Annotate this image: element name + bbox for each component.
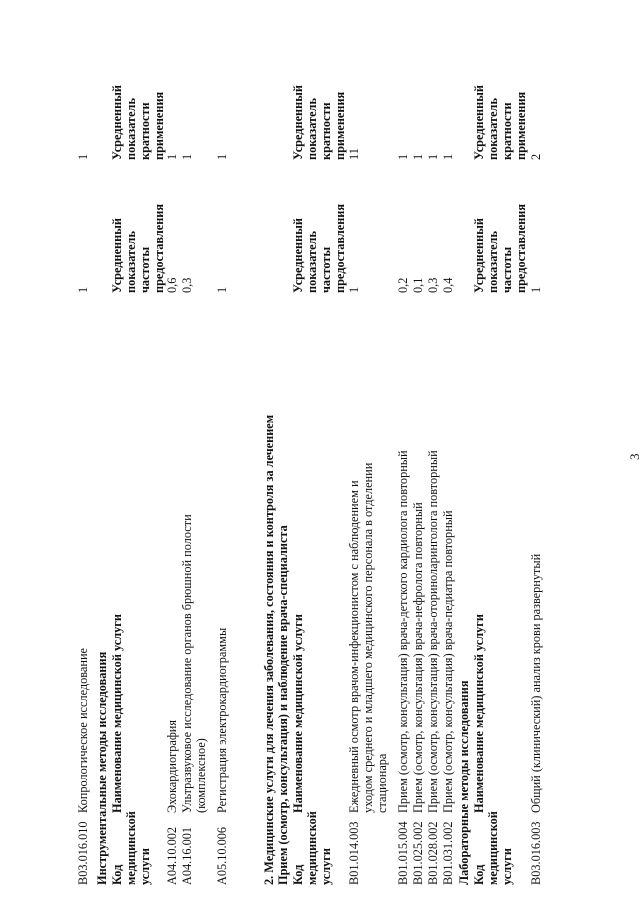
row-frequency: 0,6 <box>165 277 179 293</box>
row-code: B03.016.003 <box>529 821 543 885</box>
row-name: Ежедневный осмотр врачом-инфекционистом с наблюдением и уходом среднего и младшего медицинского персонала в отделении стационара <box>347 462 389 813</box>
row-code: B01.015.004 <box>396 821 410 885</box>
row-multiplicity: 1 <box>215 153 229 160</box>
row-multiplicity: 1 <box>76 153 90 160</box>
row-name: Регистрация электрокардиограммы <box>215 627 229 813</box>
row-multiplicity: 1 <box>426 153 440 160</box>
header-frequency: Усредненный показатель частоты предоставления <box>291 203 347 293</box>
row-multiplicity: 2 <box>529 153 543 160</box>
subsection-title-consultation: Прием (осмотр, консультация) и наблюдение врача-специалиста <box>276 525 290 885</box>
row-code: B01.028.002 <box>426 821 440 885</box>
row-multiplicity: 1 <box>180 153 194 160</box>
header-name: Наименование медицинской услуги <box>291 614 305 813</box>
row-frequency: 1 <box>215 286 229 293</box>
row-code: A05.10.006 <box>215 826 229 885</box>
row-code: B03.016.010 <box>76 821 90 885</box>
page-number: 3 <box>627 453 642 460</box>
header-frequency: Усредненный показатель частоты предоставления <box>110 203 166 293</box>
header-multiplicity: Усредненный показатель кратности применения <box>110 85 166 160</box>
row-name: Эхокардиография <box>165 719 179 813</box>
row-multiplicity: 1 <box>441 153 455 160</box>
row-name: Прием (осмотр, консультация) врача-нефролога повторный <box>411 502 425 813</box>
header-multiplicity: Усредненный показатель кратности применения <box>472 85 528 160</box>
row-code: B01.014.003 <box>347 821 361 885</box>
row-multiplicity: 1 <box>411 153 425 160</box>
row-name: Прием (осмотр, консультация) врача-детского кардиолога повторный <box>396 450 410 813</box>
header-multiplicity: Усредненный показатель кратности применения <box>291 85 347 160</box>
section-title-treatment: 2. Медицинские услуги для лечения заболевания, состояния и контроля за лечением <box>262 414 276 885</box>
row-name: Прием (осмотр, консультация) врача-педиатра повторный <box>441 510 455 813</box>
row-code: B01.031.002 <box>441 821 455 885</box>
row-code: B01.025.002 <box>411 821 425 885</box>
row-name: Ультразвуковое исследование органов брюшной полости (комплексное) <box>180 514 208 813</box>
header-name: Наименование медицинской услуги <box>472 614 486 813</box>
header-frequency: Усредненный показатель частоты предоставления <box>472 203 528 293</box>
row-frequency: 0,3 <box>426 277 440 293</box>
header-code: Код медицинской услуги <box>472 811 514 885</box>
row-multiplicity: 1 <box>165 153 179 160</box>
section-title-instrumental: Инструментальные методы исследования <box>95 651 109 885</box>
row-frequency: 1 <box>347 286 361 293</box>
row-frequency: 0,4 <box>441 277 455 293</box>
rotated-table <box>40 0 642 905</box>
row-multiplicity: 1 <box>396 153 410 160</box>
header-code: Код медицинской услуги <box>110 811 152 885</box>
header-name: Наименование медицинской услуги <box>110 614 124 813</box>
row-code: A04.16.001 <box>180 826 194 885</box>
row-multiplicity: 11 <box>347 148 361 160</box>
row-name: Прием (осмотр, консультация) врача-оториноларинголога повторный <box>426 450 440 813</box>
row-frequency: 1 <box>529 286 543 293</box>
row-frequency: 0,2 <box>396 277 410 293</box>
row-frequency: 0,3 <box>180 277 194 293</box>
section-title-laboratory: Лабораторные методы исследования <box>457 680 471 885</box>
row-frequency: 1 <box>76 286 90 293</box>
row-frequency: 0,1 <box>411 277 425 293</box>
row-name: Копрологическое исследование <box>76 647 90 813</box>
row-name: Общий (клинический) анализ крови развернутый <box>529 553 543 813</box>
header-code: Код медицинской услуги <box>291 811 333 885</box>
row-code: A04.10.002 <box>165 826 179 885</box>
